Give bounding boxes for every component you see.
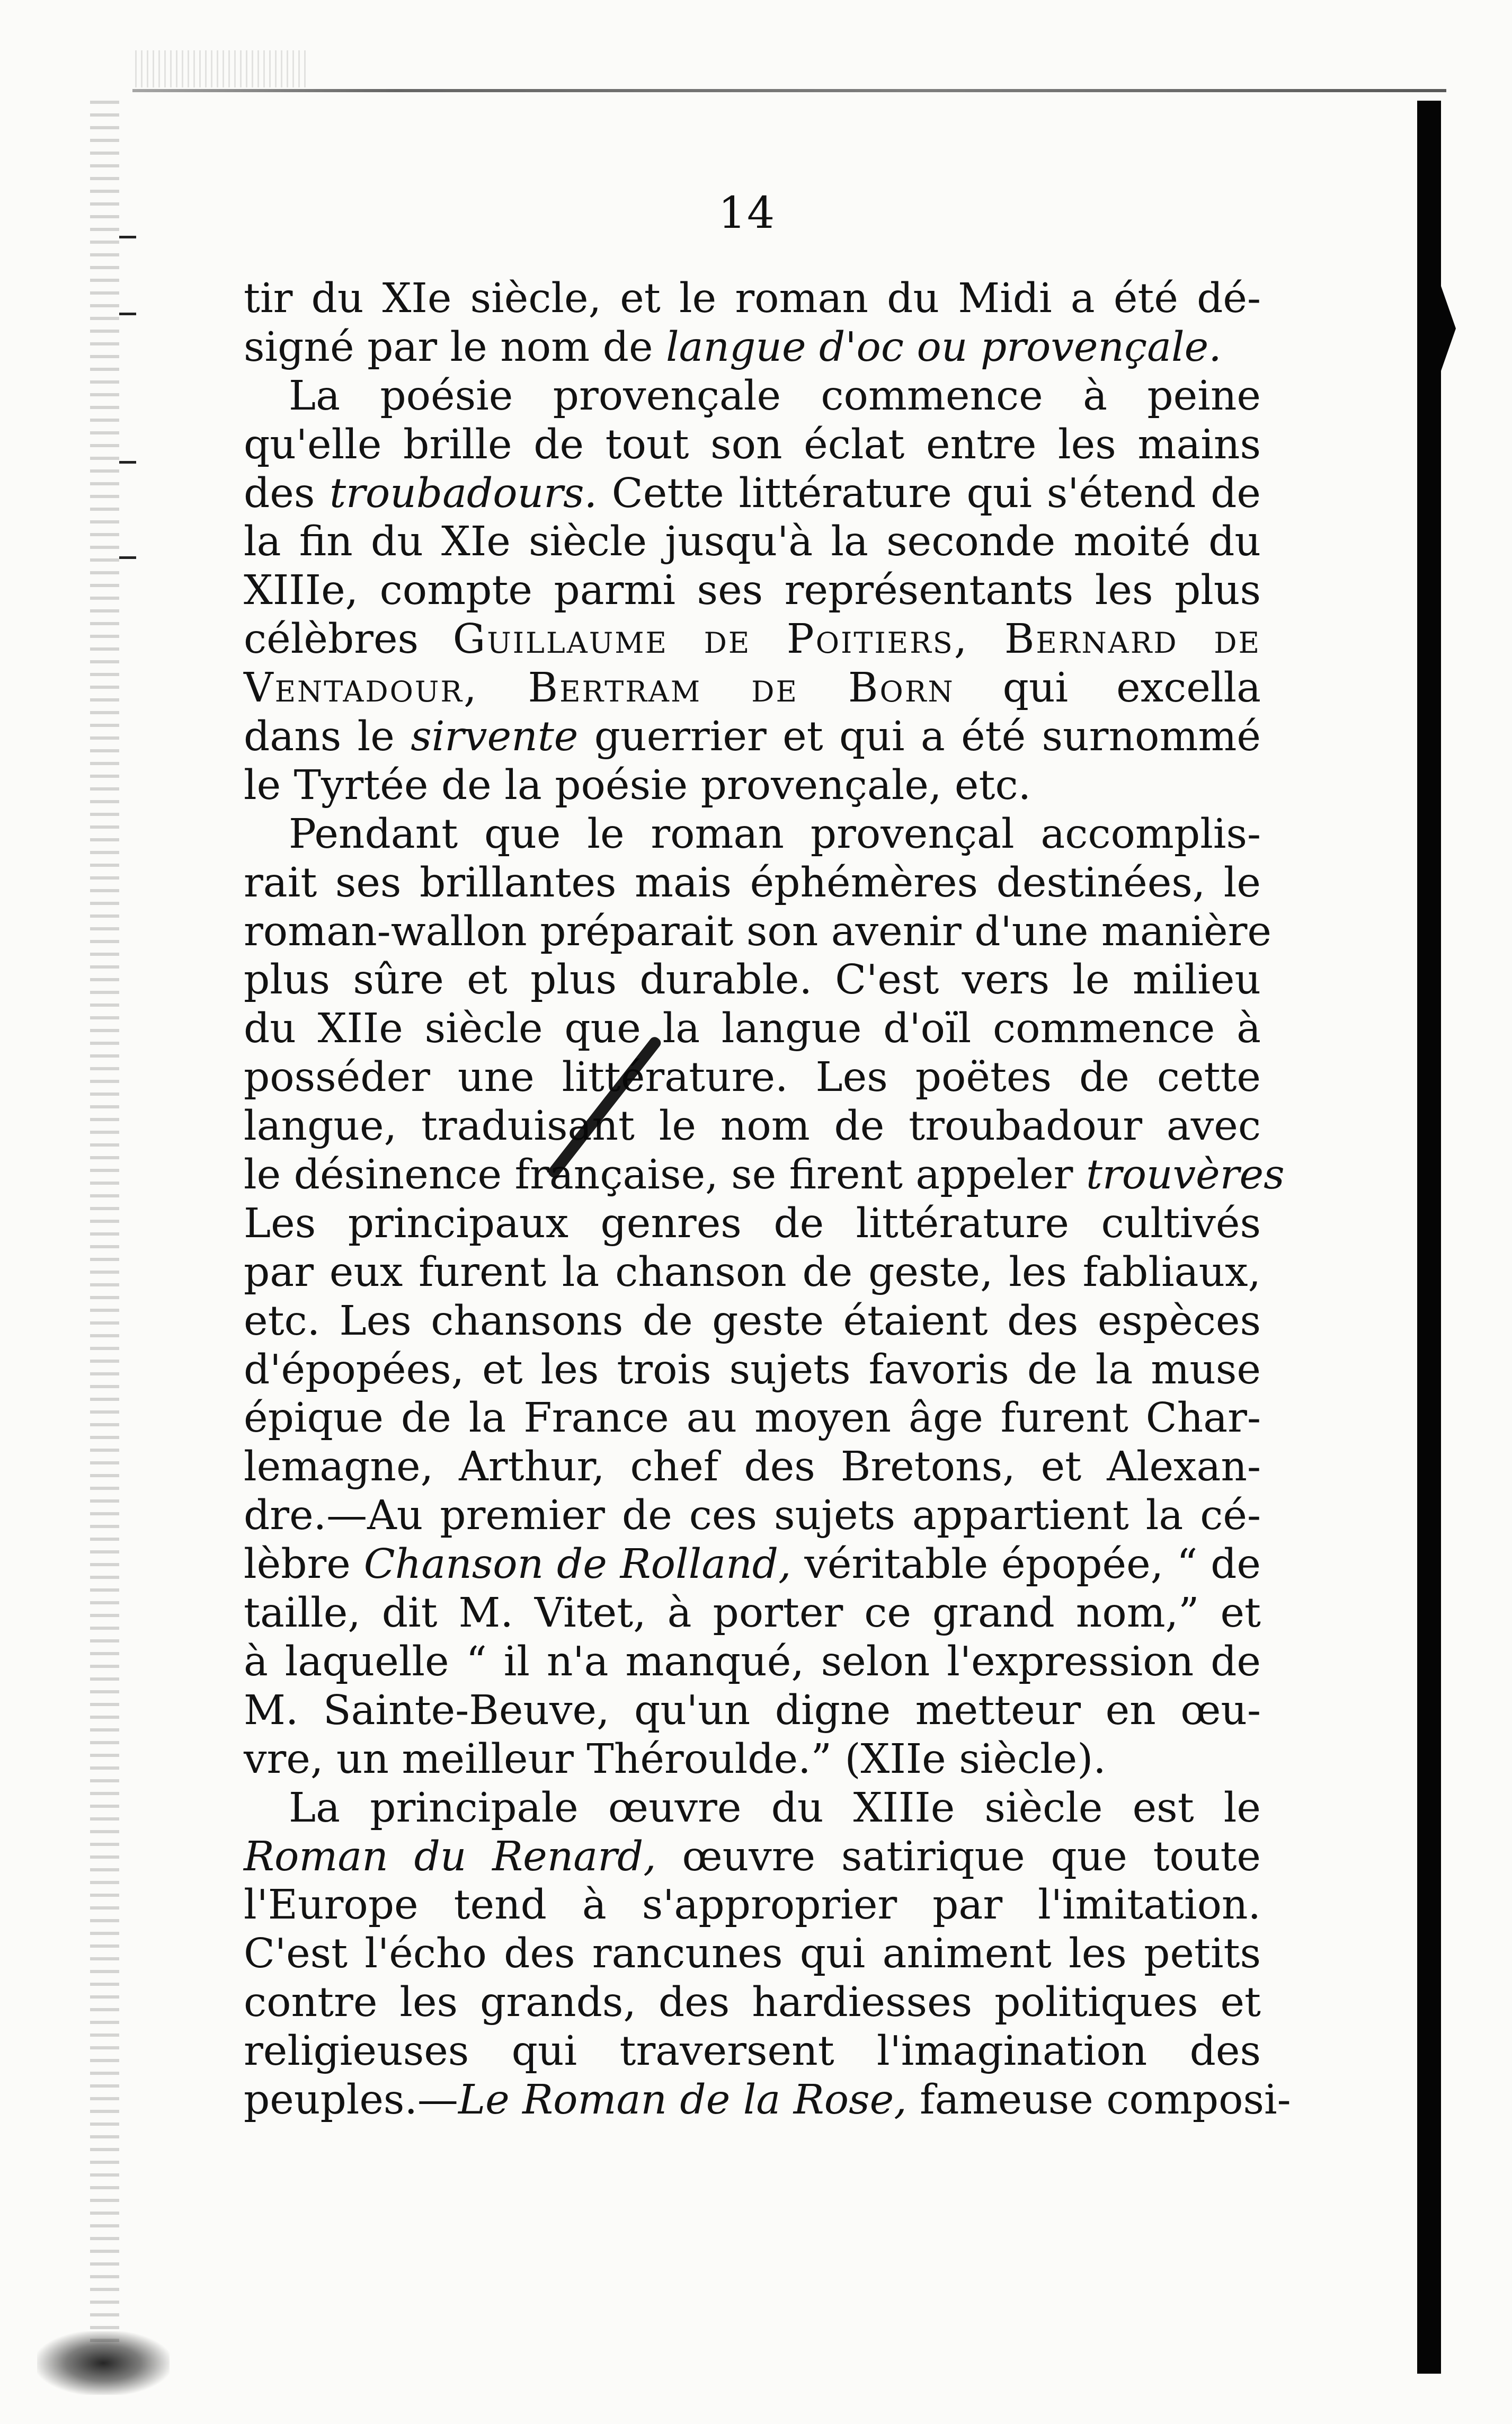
text-line bbox=[244, 1930, 1261, 1978]
text-line bbox=[244, 2076, 1291, 2125]
text-segment: du XIIe siècle que la langue d'oïl commence à bbox=[244, 1005, 1261, 1053]
text-line bbox=[244, 1491, 1261, 1540]
body-text bbox=[244, 274, 1291, 2125]
text-line bbox=[244, 518, 1261, 566]
text-segment: Ventadour, Bertram de Born bbox=[244, 664, 955, 712]
text-line bbox=[244, 713, 1261, 761]
text-line bbox=[244, 1151, 1285, 1200]
text-segment: d'épopées, et les trois sujets favoris de la muse bbox=[244, 1346, 1261, 1393]
text-segment: le Tyrtée de la poésie provençale, etc. bbox=[244, 761, 1031, 809]
text-segment: langue, traduisant le nom de troubadour avec bbox=[244, 1103, 1261, 1150]
text-segment: Cette littérature qui s'étend de bbox=[597, 469, 1261, 517]
text-segment: dans le bbox=[244, 713, 411, 761]
text-segment: le désinence française, se firent appeler bbox=[244, 1151, 1086, 1199]
scan-speckle bbox=[135, 50, 310, 87]
text-segment: vre, un meilleur Théroulde.” (XIIe siècle). bbox=[244, 1735, 1106, 1783]
text-line bbox=[244, 1346, 1261, 1395]
text-segment: Chanson de Rolland, bbox=[363, 1541, 791, 1588]
text-line bbox=[244, 1102, 1261, 1151]
text-line bbox=[244, 956, 1261, 1005]
text-line bbox=[244, 1540, 1261, 1589]
text-line bbox=[244, 1053, 1261, 1102]
text-segment: tir du XIe siècle, et le roman du Midi a été dé- bbox=[244, 275, 1261, 322]
text-line bbox=[244, 469, 1261, 518]
left-edge-mark bbox=[119, 461, 136, 464]
text-segment: qu'elle brille de tout son éclat entre les mains bbox=[244, 421, 1261, 468]
text-line bbox=[244, 761, 1261, 810]
text-segment: La poésie provençale commence à peine bbox=[289, 372, 1261, 420]
text-segment: M. Sainte-Beuve, qu'un digne metteur en œu- bbox=[244, 1686, 1261, 1734]
text-segment: dre.—Au premier de ces sujets appartient la cé- bbox=[244, 1492, 1261, 1540]
text-segment: véritable épopée, “ de bbox=[791, 1541, 1261, 1588]
text-segment: qui excella bbox=[954, 664, 1261, 712]
text-line bbox=[244, 664, 1261, 713]
right-shadow-bar bbox=[1417, 101, 1441, 2374]
text-line bbox=[244, 1833, 1261, 1881]
text-segment: la fin du XIe siècle jusqu'à la seconde moité du bbox=[244, 518, 1261, 566]
text-line bbox=[244, 1005, 1261, 1053]
text-segment: œuvre satirique que toute bbox=[656, 1833, 1261, 1880]
text-segment: signé par le nom de bbox=[244, 323, 666, 371]
text-segment: Le Roman de la Rose, bbox=[458, 2076, 907, 2124]
text-segment: roman-wallon préparait son avenir d'une manière bbox=[244, 908, 1272, 955]
text-line bbox=[244, 908, 1272, 956]
page-number: 14 bbox=[718, 188, 776, 238]
text-segment: troubadours. bbox=[330, 469, 598, 517]
ink-blot bbox=[37, 2331, 170, 2395]
text-line bbox=[244, 615, 1261, 664]
text-line bbox=[244, 1297, 1261, 1346]
text-line bbox=[244, 566, 1261, 615]
right-edge-notch bbox=[1441, 286, 1456, 371]
top-scan-rule bbox=[132, 89, 1446, 92]
text-segment: taille, dit M. Vitet, à porter ce grand nom,” et bbox=[244, 1590, 1261, 1637]
text-line bbox=[244, 274, 1261, 323]
text-line bbox=[244, 1589, 1261, 1638]
text-line bbox=[244, 1784, 1261, 1833]
text-segment: Guillaume de Poitiers, Bernard de bbox=[452, 616, 1261, 663]
text-segment: Roman du Renard, bbox=[244, 1833, 656, 1880]
text-segment: Pendant que le roman provençal accomplis- bbox=[289, 810, 1261, 858]
text-segment: rait ses brillantes mais éphémères destinées, le bbox=[244, 859, 1261, 907]
text-segment: posséder une littérature. Les poëtes de cette bbox=[244, 1054, 1261, 1102]
text-segment: des bbox=[244, 469, 330, 517]
text-line bbox=[244, 421, 1261, 469]
text-segment: trouvères bbox=[1086, 1151, 1285, 1199]
text-line bbox=[244, 1200, 1261, 1248]
text-segment: par eux furent la chanson de geste, les fabliaux, bbox=[244, 1248, 1261, 1296]
text-segment: etc. Les chansons de geste étaient des espèces bbox=[244, 1297, 1261, 1345]
text-line bbox=[244, 859, 1261, 908]
text-segment: contre les grands, des hardiesses politiques et bbox=[244, 1979, 1261, 2027]
text-line bbox=[244, 2027, 1261, 2076]
text-segment: guerrier et qui a été surnommé bbox=[578, 713, 1261, 761]
text-segment: l'Europe tend à s'approprier par l'imitation. bbox=[244, 1881, 1261, 1929]
text-segment: Les principaux genres de littérature cultivés bbox=[244, 1200, 1261, 1247]
text-line bbox=[244, 1638, 1261, 1686]
text-line bbox=[244, 1735, 1261, 1784]
left-edge-mark bbox=[119, 313, 136, 315]
text-line bbox=[244, 1443, 1261, 1491]
text-segment: langue d'oc ou provençale. bbox=[666, 323, 1222, 371]
text-line bbox=[244, 1881, 1261, 1930]
text-segment: sirvente bbox=[411, 713, 579, 761]
text-segment: épique de la France au moyen âge furent Char- bbox=[244, 1395, 1261, 1442]
text-segment: XIIIe, compte parmi ses représentants les plus bbox=[244, 567, 1261, 615]
text-line bbox=[244, 1978, 1261, 2027]
text-segment: lemagne, Arthur, chef des Bretons, et Alexan- bbox=[244, 1443, 1261, 1491]
text-segment: lèbre bbox=[244, 1541, 364, 1588]
text-segment: religieuses qui traversent l'imagination des bbox=[244, 2028, 1261, 2075]
text-line bbox=[244, 810, 1261, 859]
text-segment: fameuse composi- bbox=[906, 2076, 1291, 2124]
text-segment: célèbres bbox=[244, 616, 453, 663]
text-segment: peuples.— bbox=[244, 2076, 458, 2124]
left-edge-mark bbox=[119, 556, 136, 559]
text-segment: La principale œuvre du XIIIe siècle est le bbox=[289, 1784, 1261, 1832]
text-line bbox=[244, 1686, 1261, 1735]
text-line bbox=[244, 1248, 1261, 1297]
left-edge-mark bbox=[119, 236, 136, 238]
text-segment: C'est l'écho des rancunes qui animent les petits bbox=[244, 1930, 1261, 1978]
text-line bbox=[244, 1394, 1261, 1443]
text-line bbox=[244, 372, 1261, 421]
text-segment: plus sûre et plus durable. C'est vers le milieu bbox=[244, 956, 1261, 1004]
text-line bbox=[244, 323, 1261, 372]
left-binding-edge bbox=[90, 101, 119, 2342]
text-segment: à laquelle “ il n'a manqué, selon l'expression de bbox=[244, 1638, 1261, 1685]
